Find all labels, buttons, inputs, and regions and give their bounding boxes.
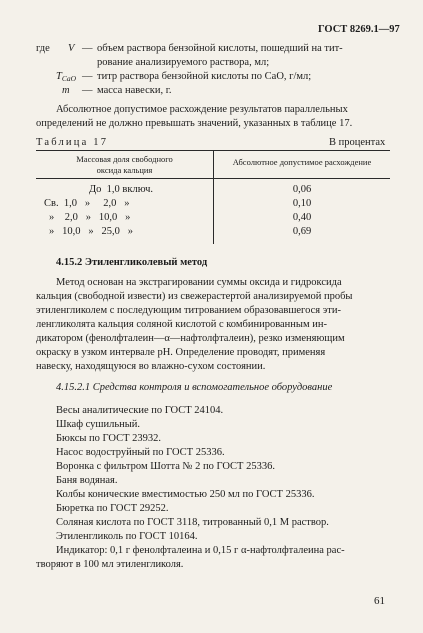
table-caption: Таблица 17 bbox=[36, 137, 109, 148]
paragraph-line: Метод основан на экстрагировании суммы оксида и гидроксида bbox=[56, 277, 342, 288]
equipment-item: Соляная кислота по ГОСТ 3118, титрованный 0,1 М раствор. bbox=[56, 517, 329, 528]
section-heading: 4.15.2 Этиленгликолевый метод bbox=[56, 257, 208, 268]
legend-text: рование анализируемого раствора, мл; bbox=[97, 57, 270, 68]
table-cell-range: Св. 1,0 » 2,0 » bbox=[44, 198, 130, 209]
table-cell-value: 0,06 bbox=[292, 184, 312, 195]
paragraph-line: Абсолютное допустимое расхождение результатов параллельных bbox=[56, 104, 348, 115]
legend-text: объем раствора бензойной кислоты, пошедший на тит- bbox=[97, 43, 343, 54]
table-cell-value: 0,40 bbox=[292, 212, 312, 223]
equipment-item: Бюксы по ГОСТ 23932. bbox=[56, 433, 161, 444]
paragraph-line: окраску в узком интервале pH. Определение проводят, применяя bbox=[36, 347, 326, 358]
equipment-item: Воронка с фильтром Шотта № 2 по ГОСТ 25336. bbox=[56, 461, 275, 472]
legend-dash: — bbox=[82, 71, 93, 82]
legend-symbol-m: m bbox=[62, 85, 70, 96]
indicator-line: Индикатор: 0,1 г фенолфталеина и 0,15 г α-нафтолфталеина рас- bbox=[56, 545, 345, 556]
paragraph-line: ленгликолята кальция соляной кислотой с комбинированным ин- bbox=[36, 319, 327, 330]
table-cell-range: До 1,0 включ. bbox=[89, 184, 154, 195]
indicator-line: творяют в 100 мл этиленгликоля. bbox=[36, 559, 184, 570]
legend-where: где bbox=[36, 43, 50, 54]
paragraph-line: этиленгликолем с последующим титрованием образовавшегося эти- bbox=[36, 305, 341, 316]
legend-symbol-sub: CaO bbox=[61, 74, 77, 83]
legend-text: масса навески, г. bbox=[97, 85, 172, 96]
legend-dash: — bbox=[82, 85, 93, 96]
standard-code: ГОСТ 8269.1—97 bbox=[318, 24, 400, 35]
equipment-item: Шкаф сушильный. bbox=[56, 419, 141, 430]
legend-symbol-t: $T_{CaO}$ bbox=[56, 71, 77, 83]
paragraph-line: определений не должно превышать значений, указанных в таблице 17. bbox=[36, 118, 353, 129]
subsection-heading: 4.15.2.1 Средства контроля и вспомогательное оборудование bbox=[56, 382, 333, 393]
table-cell-range: » 10,0 » 25,0 » bbox=[49, 226, 133, 237]
table-cell-value: 0,10 bbox=[292, 198, 312, 209]
legend-dash: — bbox=[82, 43, 93, 54]
table-header-col1: Массовая доля свободного bbox=[76, 154, 173, 164]
page-number: 61 bbox=[374, 595, 385, 607]
paragraph-line: навеску, находящуюся во влажно-сухом состоянии. bbox=[36, 361, 266, 372]
equipment-item: Этиленгликоль по ГОСТ 10164. bbox=[56, 531, 198, 542]
legend-symbol-v: V bbox=[68, 43, 75, 54]
equipment-item: Весы аналитические по ГОСТ 24104. bbox=[56, 405, 224, 416]
legend-text: титр раствора бензойной кислоты по CaO, г/мл; bbox=[97, 71, 312, 82]
paragraph-line: кальция (свободной извести) из свежерастертой анализируемой пробы bbox=[36, 291, 353, 302]
table-units: В процентах bbox=[329, 137, 386, 148]
table-header-col1: оксида кальция bbox=[96, 165, 153, 175]
equipment-item: Бюретка по ГОСТ 29252. bbox=[56, 503, 169, 514]
table-cell-value: 0,69 bbox=[292, 226, 312, 237]
equipment-item: Колбы конические вместимостью 250 мл по ГОСТ 25336. bbox=[56, 489, 315, 500]
paragraph-line: дикатором (фенолфталеин—α—нафтолфталеин), резко изменяющим bbox=[36, 333, 345, 344]
table-header-col2: Абсолютное допустимое расхождение bbox=[232, 157, 372, 167]
equipment-item: Баня водяная. bbox=[56, 475, 118, 486]
equipment-item: Насос водоструйный по ГОСТ 25336. bbox=[56, 447, 225, 458]
table-cell-range: » 2,0 » 10,0 » bbox=[49, 212, 131, 223]
